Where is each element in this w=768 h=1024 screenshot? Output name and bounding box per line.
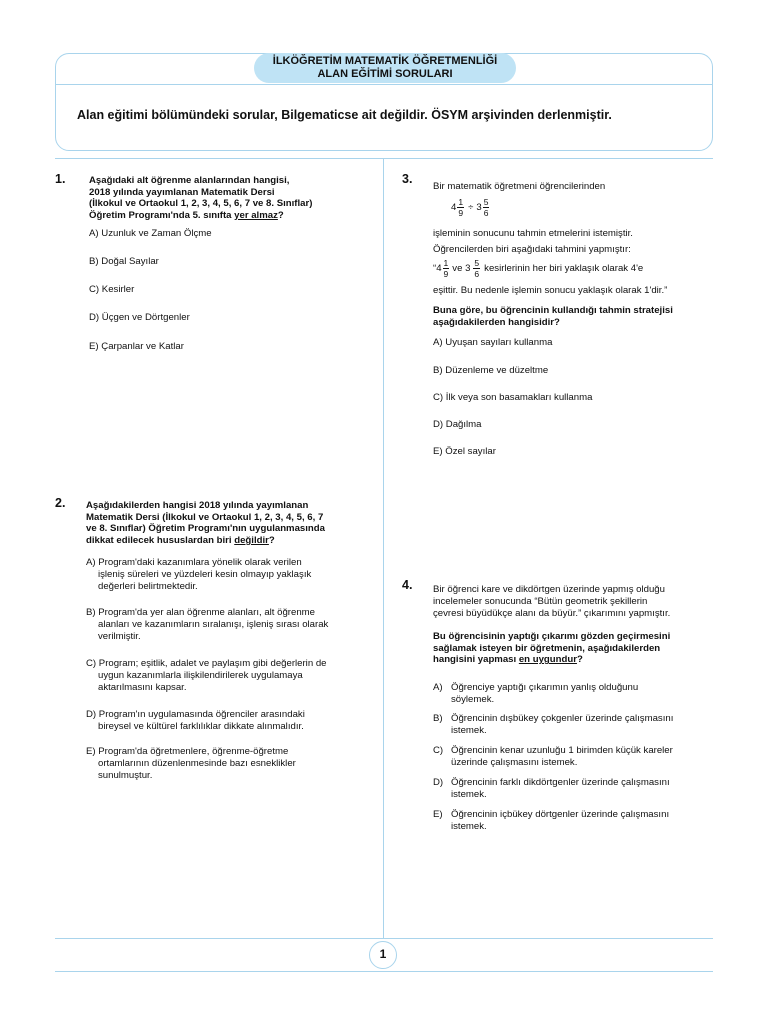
q3-line: eşittir. Bu nedenle işlemin sonucu yaklaşık olarak 1'dir.” (433, 285, 668, 296)
q2-stem-line: ve 8. Sınıflar) Öğretim Programı'nın uygulanmasında (86, 523, 325, 535)
q3-intro: Bir matematik öğretmeni öğrencilerinden (433, 181, 606, 192)
q4-intro: Bir öğrenci kare ve dikdörtgen üzerinde yapmış olduğu incelemeler sonucunda “Bütün geometrik şekillerin çevresi büyüdükçe alanı da büyür.” çıkarımını yapmıştır. (433, 584, 671, 619)
q2-option-e[interactable]: E) Program'da öğretmenlere, öğrenme-öğretme ortamlarının düzenlenmesinde bazı esneklikler sunulmuştur. (86, 746, 296, 782)
q4-option-d[interactable]: D) Öğrencinin farklı dikdörtgenler üzerinde çalışmasını istemek. (433, 777, 670, 801)
q1-stem-line: Öğretim Programı'nda 5. sınıfta yer almaz? (89, 209, 284, 221)
notice-text: Alan eğitimi bölümündeki sorular, Bilgematicse ait değildir. ÖSYM arşivinden derlenmiştir. (77, 108, 612, 122)
q4-option-b[interactable]: B) Öğrencinin dışbükey çokgenler üzerinde çalışmasını istemek. (433, 713, 674, 737)
q3-fraction-1: $\frac{1}{9}$ (458, 197, 464, 218)
top-separator (55, 158, 713, 159)
q2-stem-line: dikkat edilecek hususlardan biri değildir? (86, 534, 275, 546)
title-line-2: ALAN EĞİTİMİ SORULARI (317, 68, 453, 80)
q1-option-d[interactable]: D) Üçgen ve Dörtgenler (89, 312, 190, 323)
header-divider (55, 84, 713, 85)
q3-expression: 4 $\frac{1}{9}$ ÷ 3 $\frac{5}{6}$ (451, 197, 489, 218)
q1-option-b[interactable]: B) Doğal Sayılar (89, 256, 159, 267)
q1-stem (89, 175, 379, 221)
q4-option-a[interactable]: A) Öğrenciye yaptığı çıkarımın yanlış olduğunu söylemek. (433, 682, 639, 706)
q3-quote-fraction-1: $\frac{1}{9}$ (443, 258, 449, 279)
q2-stem (86, 500, 380, 546)
column-divider (383, 158, 384, 938)
q3-quote-fraction-2: $\frac{5}{6}$ (474, 258, 480, 279)
q2-option-c[interactable]: C) Program; eşitlik, adalet ve paylaşım gibi değerlerin de uygun kazanımlarla ilişkilendirilerek uygulamaya aktarılmasını kapsar. (86, 658, 327, 694)
q4-stem: Bu öğrencisinin yaptığı çıkarımı gözden geçirmesini sağlamak isteyen bir öğretmenin, aşağıdakilerden hangisini yapması en uygundur? (433, 631, 671, 666)
q1-option-c[interactable]: C) Kesirler (89, 284, 135, 295)
q2-option-d[interactable]: D) Program'ın uygulamasında öğrenciler arasındaki bireysel ve kültürel farklılıklar dikkate alınmalıdır. (86, 709, 305, 733)
q3-fraction-2: $\frac{5}{6}$ (483, 197, 489, 218)
q1-number: 1. (55, 172, 66, 186)
q3-option-e[interactable]: E) Özel sayılar (433, 446, 496, 457)
footer-separator (55, 971, 713, 972)
title-line-1: İLKÖĞRETİM MATEMATİK ÖĞRETMENLİĞİ (272, 55, 498, 67)
q2-stem-line: Aşağıdakilerden hangisi 2018 yılında yayımlanan (86, 500, 309, 511)
q1-stem-line: Aşağıdaki alt öğrenme alanlarından hangisi, (89, 175, 290, 186)
q3-option-d[interactable]: D) Dağılma (433, 419, 482, 430)
q3-line: işleminin sonucunu tahmin etmelerini istemiştir. (433, 228, 633, 239)
q4-option-e[interactable]: E) Öğrencinin içbükey dörtgenler üzerinde çalışmasını istemek. (433, 809, 670, 833)
q3-option-b[interactable]: B) Düzenleme ve düzeltme (433, 365, 549, 376)
q3-stem: Buna göre, bu öğrencinin kullandığı tahmin stratejisi aşağıdakilerden hangisidir? (433, 305, 673, 328)
title-pill (254, 53, 516, 83)
q1-option-a[interactable]: A) Uzunluk ve Zaman Ölçme (89, 228, 212, 239)
q4-number: 4. (402, 578, 413, 592)
q2-number: 2. (55, 496, 66, 510)
q1-stem-line: 2018 yılında yayımlanan Matematik Dersi (89, 186, 275, 198)
page-number: 1 (369, 941, 397, 969)
q3-option-a[interactable]: A) Uyuşan sayıları kullanma (433, 337, 553, 348)
q2-stem-line: Matematik Dersi (İlkokul ve Ortaokul 1, 2, 3, 4, 5, 6, 7 (86, 511, 324, 523)
q1-stem-line: (İlkokul ve Ortaokul 1, 2, 3, 4, 5, 6, 7 ve 8. Sınıflar) (89, 198, 313, 210)
bottom-separator (55, 938, 713, 939)
q4-option-c[interactable]: C) Öğrencinin kenar uzunluğu 1 birimden küçük kareler üzerinde çalışmasını istemek. (433, 745, 673, 769)
q3-line: Öğrencilerden biri aşağıdaki tahmini yapmıştır: (433, 244, 631, 255)
q3-option-c[interactable]: C) İlk veya son basamakları kullanma (433, 392, 593, 403)
q1-option-e[interactable]: E) Çarpanlar ve Katlar (89, 341, 184, 352)
q2-option-a[interactable]: A) Program'daki kazanımlara yönelik olarak verilen işleniş süreleri ve yüzdeleri kesin olmayıp yaklaşık değerleri belirtmektedir. (86, 557, 312, 593)
q3-quote-line: “4 $\frac{1}{9}$ ve 3 $\frac{5}{6}$ kesirlerinin her biri yaklaşık olarak 4'e (433, 258, 644, 279)
q3-number: 3. (402, 172, 413, 186)
q2-option-b[interactable]: B) Program'da yer alan öğrenme alanları, alt öğrenme alanları ve kazanımların sıralanışı, işleniş sırası olarak verilmiştir. (86, 607, 329, 643)
